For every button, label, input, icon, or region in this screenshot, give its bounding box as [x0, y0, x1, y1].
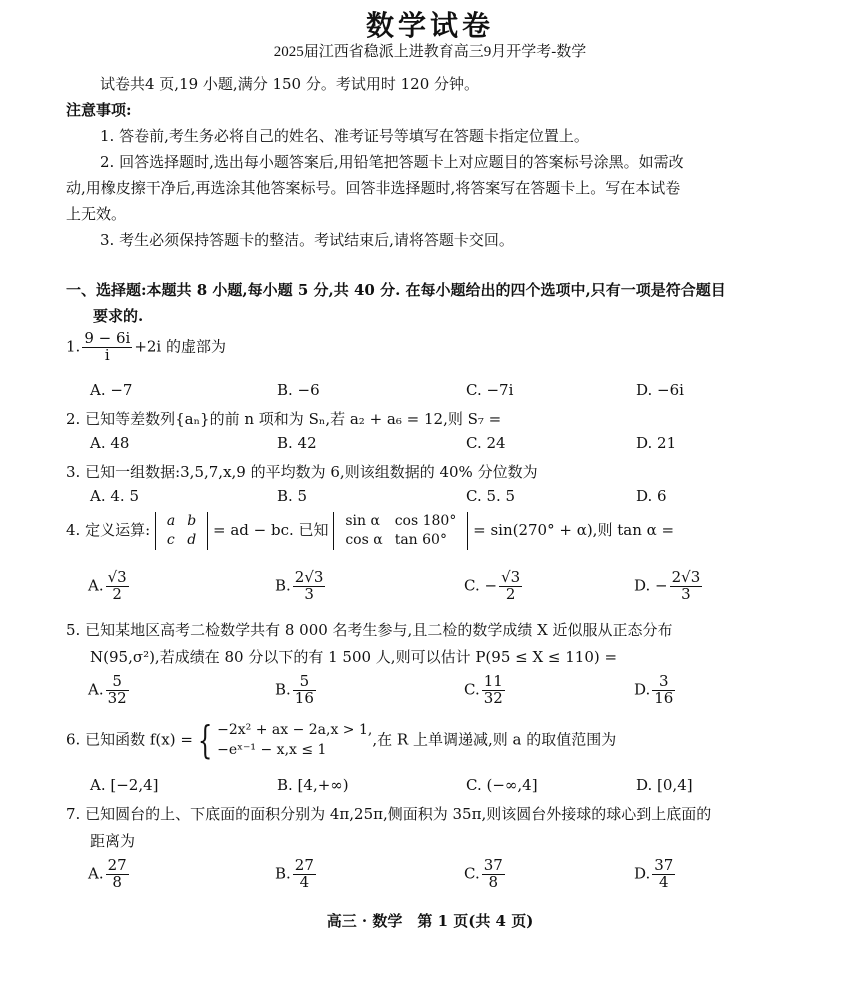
page-footer: 高三 · 数学 第 1 页(共 4 页): [326, 912, 534, 930]
question-3: 3. 已知一组数据:3,5,7,x,9 的平均数为 6,则该组数据的 40% 分位数为: [66, 463, 538, 481]
notice-item-2-line-3: 上无效。: [66, 205, 127, 223]
q2-option-d: D. 21: [636, 434, 677, 452]
q1-option-a: A. −7: [90, 381, 133, 399]
q6-option-d: D. [0,4]: [636, 776, 693, 794]
q6-option-a: A. [−2,4]: [90, 776, 159, 794]
q1-option-d: D. −6i: [636, 381, 684, 399]
q7-option-c: C. $\frac{37}{8}$: [464, 856, 503, 891]
q7-option-d: D. $\frac{37}{4}$: [634, 856, 674, 891]
question-7-line-1: 7. 已知圆台的上、下底面的面积分别为 4π,25π,侧面积为 35π,则该圆台外接球的球心到上底面的: [66, 805, 712, 823]
q3-option-b: B. 5: [277, 487, 308, 505]
q5-option-a: A. $\frac{5}{32}$: [88, 672, 127, 707]
question-2: 2. 已知等差数列{aₙ}的前 n 项和为 Sₙ,若 a₂ + a₆ = 12,则 S₇ =: [66, 410, 502, 428]
q1-option-c: C. −7i: [466, 381, 514, 399]
q4-option-d: D. − $\frac{2√3}{3}$: [634, 568, 701, 603]
q2-option-c: C. 24: [466, 434, 506, 452]
notice-item-3: 3. 考生必须保持答题卡的整洁。考试结束后,请将答题卡交回。: [100, 231, 514, 249]
q2-option-a: A. 48: [90, 434, 130, 452]
determinant-given: sin α cos 180° cos α tan 60°: [333, 512, 468, 550]
section-heading-line-2: 要求的.: [93, 307, 144, 325]
question-1: 1. $\frac{9 - 6i}{i}$ +2i 的虚部为: [66, 329, 226, 364]
exam-intro: 试卷共4 页,19 小题,满分 150 分。考试用时 120 分钟。: [100, 75, 480, 93]
q6-option-b: B. [4,+∞): [277, 776, 349, 794]
q5-option-d: D. $\frac{3}{16}$: [634, 672, 674, 707]
notice-item-1: 1. 答卷前,考生务必将自己的姓名、准考证号等填写在答题卡指定位置上。: [100, 127, 589, 145]
question-5-line-1: 5. 已知某地区高考二检数学共有 8 000 名考生参与,且二检的数学成绩 X 近似服从正态分布: [66, 621, 673, 639]
q4-option-b: B. $\frac{2√3}{3}$: [275, 568, 324, 603]
q3-option-c: C. 5. 5: [466, 487, 516, 505]
q4-option-a: A. $\frac{√3}{2}$: [88, 568, 127, 603]
q5-option-c: C. $\frac{11}{32}$: [464, 672, 503, 707]
q7-option-b: B. $\frac{27}{4}$: [275, 856, 314, 891]
determinant-definition: a b c d: [155, 512, 208, 550]
notice-item-2-line-1: 2. 回答选择题时,选出每小题答案后,用铅笔把答题卡上对应题目的答案标号涂黑。如需改: [100, 153, 684, 171]
brace-symbol: {: [197, 718, 213, 763]
q3-option-d: D. 6: [636, 487, 667, 505]
q4-option-c: C. − $\frac{√3}{2}$: [464, 568, 521, 603]
exam-subtitle: 2025届江西省稳派上进教育高三9月开学考-数学: [273, 44, 587, 60]
q2-option-b: B. 42: [277, 434, 317, 452]
fraction: $\frac{9 - 6i}{i}$: [84, 329, 131, 364]
notice-item-2-line-2: 动,用橡皮擦干净后,再选涂其他答案标号。回答非选择题时,将答案写在答题卡上。写在本试卷: [66, 179, 681, 197]
question-number: 1.: [66, 337, 81, 356]
q7-option-a: A. $\frac{27}{8}$: [88, 856, 127, 891]
q1-option-b: B. −6: [277, 381, 320, 399]
notice-heading: 注意事项:: [66, 101, 132, 119]
q6-option-c: C. (−∞,4]: [466, 776, 538, 794]
question-4: 4. 定义运算: a b c d = ad − bc. 已知 sin α cos 180° cos α tan 60° = sin(270° + α),则 tan α =: [66, 513, 675, 548]
page-title: 数学试卷: [365, 9, 494, 42]
question-5-line-2: N(95,σ²),若成绩在 80 分以下的有 1 500 人,则可以估计 P(95 ≤ X ≤ 110) =: [90, 648, 618, 666]
question-7-line-2: 距离为: [90, 832, 136, 850]
q5-option-b: B. $\frac{5}{16}$: [275, 672, 314, 707]
section-heading-line-1: 一、选择题:本题共 8 小题,每小题 5 分,共 40 分. 在每小题给出的四个选项中,只有一项是符合题目: [66, 281, 726, 299]
piecewise-cases: −2x² + ax − 2a,x > 1, −eˣ⁻¹ − x,x ≤ 1: [217, 722, 373, 759]
q3-option-a: A. 4. 5: [90, 487, 139, 505]
question-6: 6. 已知函数 f(x) = { −2x² + ax − 2a,x > 1, −eˣ⁻¹ − x,x ≤ 1 ,在 R 上单调递减,则 a 的取值范围为: [66, 718, 617, 763]
